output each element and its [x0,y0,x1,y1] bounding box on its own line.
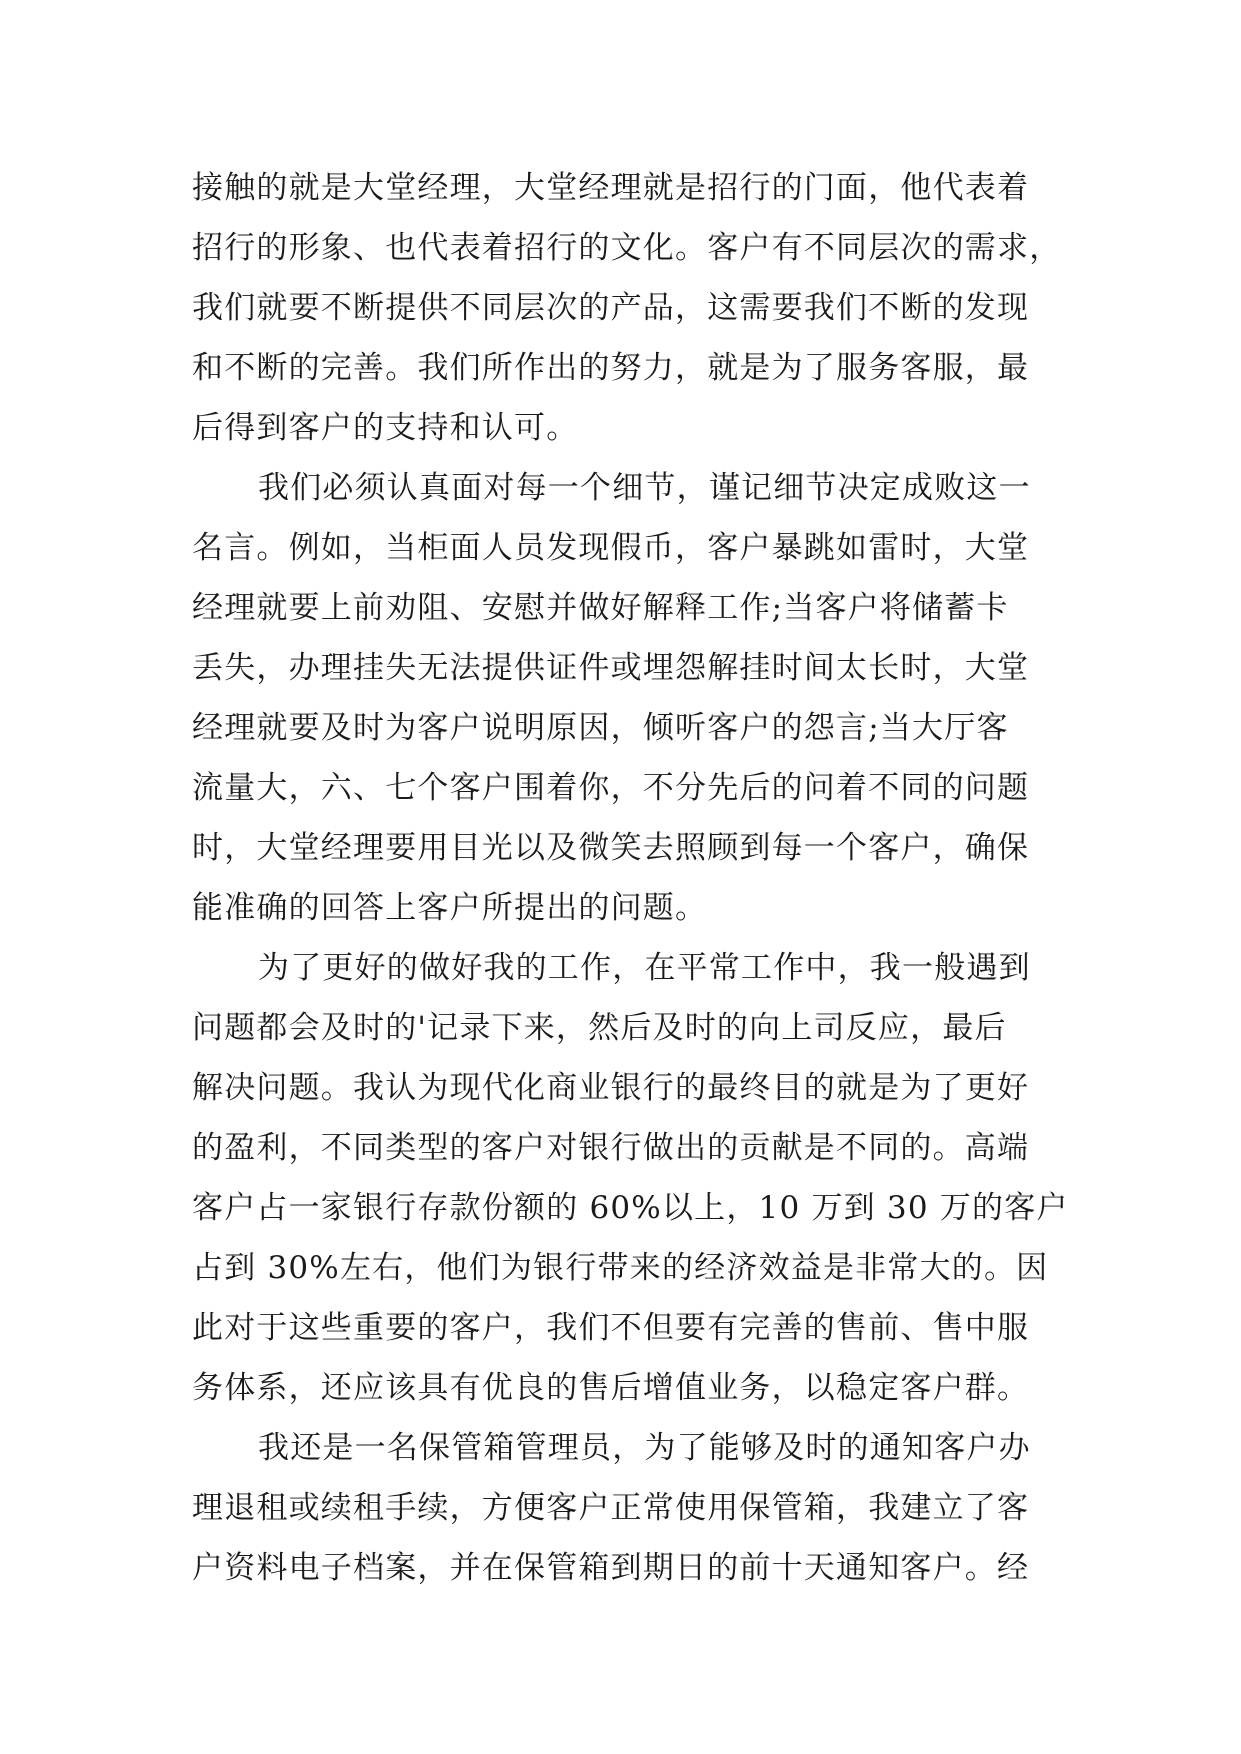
text-line: 客户占一家银行存款份额的 60%以上，10 万到 30 万的客户 [192,1190,1069,1226]
text-line: 我们就要不断提供不同层次的产品，这需要我们不断的发现 [192,290,1030,326]
text-line: 务体系，还应该具有优良的售后增值业务，以稳定客户群。 [192,1370,1030,1406]
text-line: 理退租或续租手续，方便客户正常使用保管箱，我建立了客 [192,1490,1030,1526]
text-line: 经理就要及时为客户说明原因，倾听客户的怨言;当大厅客 [192,710,1009,746]
text-line: 经理就要上前劝阻、安慰并做好解释工作;当客户将储蓄卡 [192,590,1009,626]
text-line: 和不断的完善。我们所作出的努力，就是为了服务客服，最 [192,350,1030,386]
text-line: 时，大堂经理要用目光以及微笑去照顾到每一个客户，确保 [192,830,1030,866]
text-line: 户资料电子档案，并在保管箱到期日的前十天通知客户。经 [192,1550,1030,1586]
text-line: 占到 30%左右，他们为银行带来的经济效益是非常大的。因 [192,1250,1049,1286]
paragraph-start-line: 为了更好的做好我的工作，在平常工作中，我一般遇到 [258,950,1031,986]
text-line: 后得到客户的支持和认可。 [192,410,579,446]
paragraph-start-line: 我们必须认真面对每一个细节，谨记细节决定成败这一 [258,470,1031,506]
text-line: 解决问题。我认为现代化商业银行的最终目的就是为了更好 [192,1070,1030,1106]
text-line: 流量大，六、七个客户围着你，不分先后的问着不同的问题 [192,770,1030,806]
text-line: 丢失，办理挂失无法提供证件或埋怨解挂时间太长时，大堂 [192,650,1030,686]
text-line: 接触的就是大堂经理，大堂经理就是招行的门面，他代表着 [192,170,1030,206]
body-text [192,158,1069,1598]
text-line: 名言。例如，当柜面人员发现假币，客户暴跳如雷时，大堂 [192,530,1030,566]
text-line: 招行的形象、也代表着招行的文化。客户有不同层次的需求， [192,230,1062,266]
text-line: 问题都会及时的'记录下来，然后及时的向上司反应，最后 [192,1010,1007,1046]
text-line: 能准确的回答上客户所提出的问题。 [192,890,708,926]
text-line: 此对于这些重要的客户，我们不但要有完善的售前、售中服 [192,1310,1030,1346]
text-line: 的盈利，不同类型的客户对银行做出的贡献是不同的。高端 [192,1130,1030,1166]
paragraph-start-line: 我还是一名保管箱管理员，为了能够及时的通知客户办 [258,1430,1031,1466]
